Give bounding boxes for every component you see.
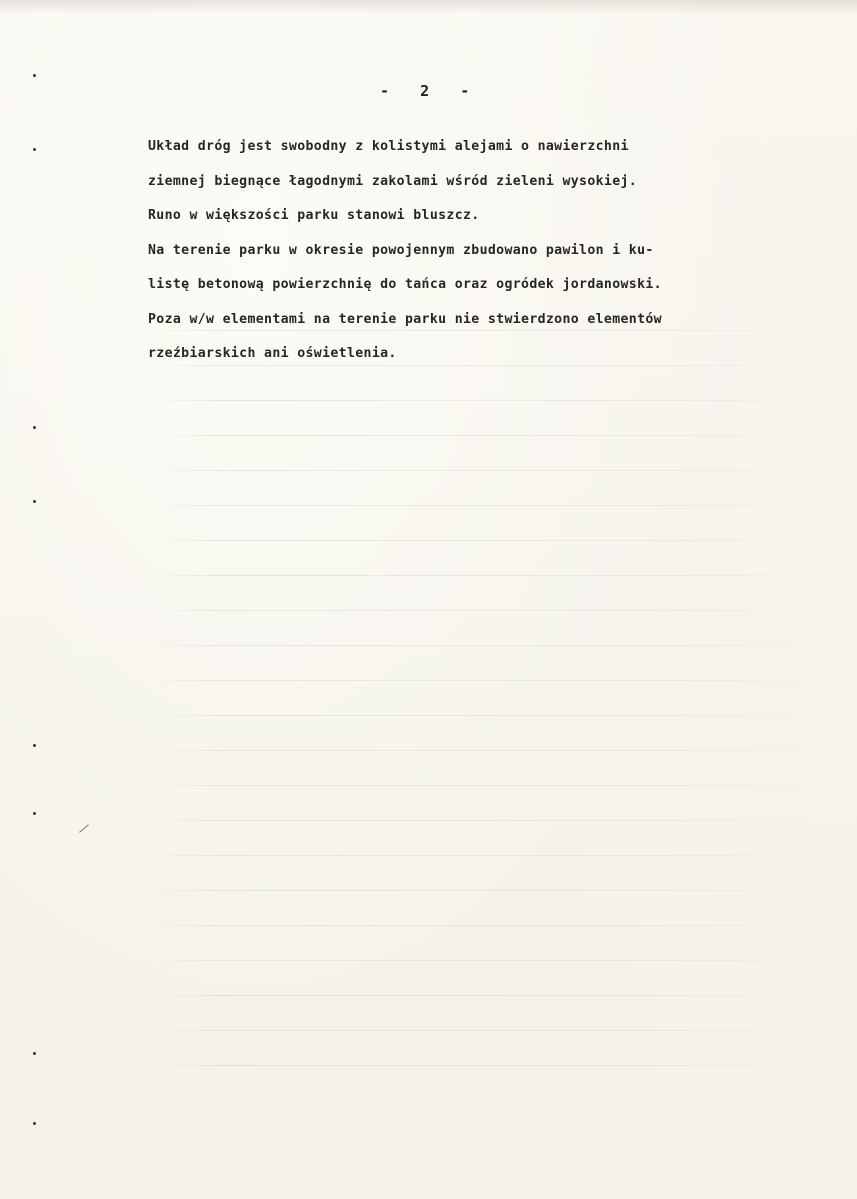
text-line: Na terenie parku w okresie powojennym zbudowano pawilon i ku- xyxy=(148,242,654,258)
text-line: ziemnej biegnące łagodnymi zakolami wśród zieleni wysokiej. xyxy=(148,173,638,189)
bleed-through-line xyxy=(150,645,820,646)
bleed-through-line xyxy=(150,820,820,821)
bleed-through-line xyxy=(150,400,820,401)
stray-pen-mark xyxy=(79,824,89,832)
bleed-through-line xyxy=(150,785,820,786)
text-line: Poza w/w elementami na terenie parku nie stwierdzono elementów xyxy=(148,311,662,327)
bleed-through-line xyxy=(150,505,820,506)
text-line: rzeźbiarskich ani oświetlenia. xyxy=(148,346,397,361)
margin-hole-mark xyxy=(33,500,36,503)
margin-hole-mark xyxy=(33,426,36,429)
margin-hole-mark xyxy=(33,744,36,747)
page-number: - 2 - xyxy=(380,82,471,100)
margin-hole-mark xyxy=(33,812,36,815)
bleed-through-line xyxy=(150,435,820,436)
margin-hole-mark xyxy=(33,148,36,151)
margin-hole-mark xyxy=(33,74,36,77)
bleed-through-line xyxy=(150,890,820,891)
body-text xyxy=(148,130,828,372)
bleed-through-line xyxy=(150,610,820,611)
bleed-through-text xyxy=(150,330,820,1100)
margin-hole-mark xyxy=(33,1122,36,1125)
margin-hole-mark xyxy=(33,1052,36,1055)
text-line: Układ dróg jest swobodny z kolistymi alejami o nawierzchni xyxy=(148,139,629,154)
scan-top-edge xyxy=(0,0,857,14)
bleed-through-line xyxy=(150,1030,820,1031)
bleed-through-line xyxy=(150,470,820,471)
bleed-through-line xyxy=(150,995,820,996)
bleed-through-line xyxy=(150,1065,820,1066)
bleed-through-line xyxy=(150,715,820,716)
text-line: listę betonową powierzchnię do tańca oraz ogródek jordanowski. xyxy=(148,277,662,292)
bleed-through-line xyxy=(150,855,820,856)
bleed-through-line xyxy=(150,540,820,541)
bleed-through-line xyxy=(150,750,820,751)
text-line: Runo w większości parku stanowi bluszcz. xyxy=(148,208,480,223)
bleed-through-line xyxy=(150,680,820,681)
bleed-through-line xyxy=(150,925,820,926)
bleed-through-line xyxy=(150,960,820,961)
bleed-through-line xyxy=(150,575,820,576)
